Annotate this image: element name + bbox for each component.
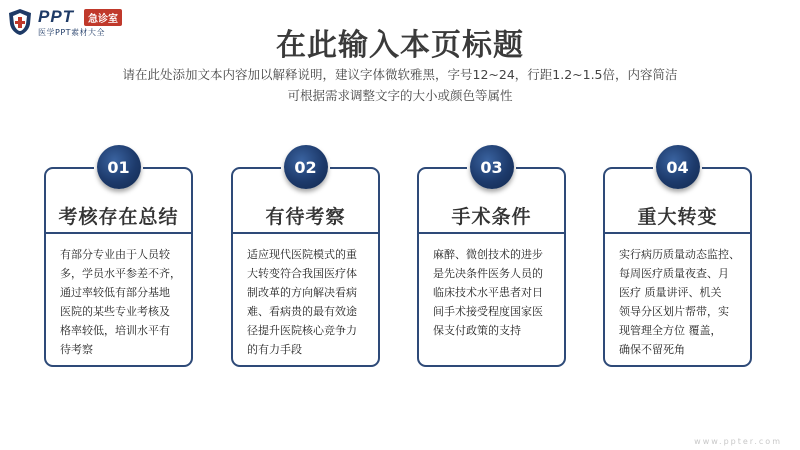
card-body <box>60 245 181 359</box>
card-title: 考核存在总结 <box>58 206 179 228</box>
subtitle-line: 可根据需求调整文字的大小或颜色等属性 <box>287 88 513 103</box>
card-line: 医疗 质量讲评、机关 <box>619 286 722 299</box>
card-line: 大转变符合我国医疗体 <box>247 267 357 280</box>
subtitle-line: 请在此处添加文本内容加以解释说明，建议字体微软雅黑，字号12~24，行距1.2~1.5倍，内容简洁 <box>122 67 678 82</box>
logo-subline: 医学PPT素材大全 <box>38 28 106 37</box>
card-body <box>619 245 740 359</box>
card-body <box>247 245 368 359</box>
card-title: 手术条件 <box>451 206 532 228</box>
card-line: 的有力手段 <box>247 343 302 356</box>
number-badge: 01 <box>97 145 141 189</box>
card-line: 间手术接受程度国家医 <box>433 305 543 318</box>
card-divider <box>419 232 564 234</box>
card-line: 保支付政策的支持 <box>433 324 521 337</box>
card-1 <box>44 157 193 367</box>
card-title: 重大转变 <box>637 206 718 228</box>
card-4 <box>603 157 752 367</box>
card-line: 待考察 <box>60 343 93 356</box>
card-title: 有待考察 <box>265 206 346 228</box>
card-line: 医院的某些专业考核及 <box>60 305 170 318</box>
page-subtitle <box>0 64 800 106</box>
card-divider <box>46 232 191 234</box>
card-line: 通过率较低有部分基地 <box>60 286 170 299</box>
page-title: 在此输入本页标题 <box>276 28 524 63</box>
card-line: 格率较低，培训水平有 <box>60 324 170 337</box>
card-line: 制改革的方向解决看病 <box>247 286 357 299</box>
card-line: 是先决条件医务人员的 <box>433 267 543 280</box>
logo-tag: 急诊室 <box>84 9 122 26</box>
watermark: www.ppter.com <box>694 437 782 446</box>
card-3 <box>417 157 566 367</box>
number-badge: 04 <box>656 145 700 189</box>
card-line: 麻醉、微创技术的进步 <box>433 248 543 261</box>
card-line: 多，学员水平参差不齐， <box>60 267 181 280</box>
card-line: 领导分区划片帮带，实 <box>619 305 729 318</box>
card-line: 确保不留死角 <box>619 343 685 356</box>
card-line: 适应现代医院模式的重 <box>247 248 357 261</box>
number-badge: 03 <box>470 145 514 189</box>
card-line: 现管理全方位 覆盖， <box>619 324 722 337</box>
card-line: 每周医疗质量夜查、月 <box>619 267 729 280</box>
logo-brand: PPT <box>38 7 75 26</box>
card-line: 实行病历质量动态监控、 <box>619 248 740 261</box>
card-line: 径提升医院核心竞争力 <box>247 324 357 337</box>
number-badge: 02 <box>284 145 328 189</box>
card-body <box>433 245 554 340</box>
card-line: 临床技术水平患者对日 <box>433 286 543 299</box>
card-line: 难、看病贵的最有效途 <box>247 305 357 318</box>
card-divider <box>605 232 750 234</box>
card-2 <box>231 157 380 367</box>
card-divider <box>233 232 378 234</box>
card-line: 有部分专业由于人员较 <box>60 248 170 261</box>
